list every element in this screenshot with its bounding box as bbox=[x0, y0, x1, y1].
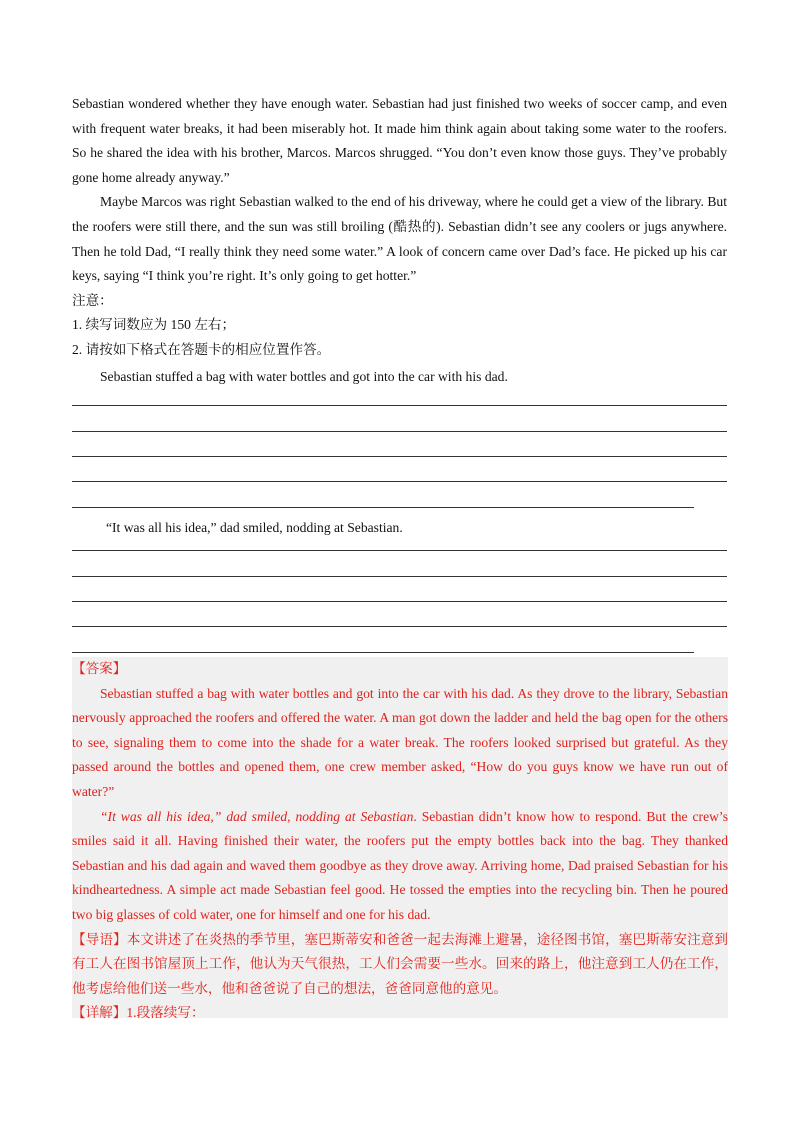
answer-paragraph-2-text: . Sebastian didn’t know how to respond. But the crew’s smiles said it all. Having finished their water, the roofers put the empty bottles back into the bag. They thanked Sebastian and his dad again and waved them goodbye as they drove away. Arriving home, Dad praised Sebastian for his kindheartedness. A simple act made Sebastian feel good. He tossed the empties into the recycling bin. Then he poured two big glasses of cold water, one for himself and one for his dad. bbox=[72, 808, 728, 922]
guide-paragraph bbox=[72, 928, 728, 1002]
writing-lines-1 bbox=[72, 389, 727, 508]
writing-line bbox=[72, 540, 727, 551]
answer-section bbox=[72, 657, 729, 1021]
writing-line bbox=[72, 577, 727, 602]
detail-label: 【详解】 bbox=[72, 1005, 127, 1021]
detail-text: 1.段落续写： bbox=[126, 1005, 205, 1021]
detail-paragraph bbox=[72, 1001, 728, 1026]
writing-line bbox=[72, 389, 727, 406]
writing-line bbox=[72, 602, 727, 627]
writing-line bbox=[72, 406, 727, 431]
writing-lines-2 bbox=[72, 540, 727, 653]
notes-heading: 注意： bbox=[72, 292, 113, 308]
guide-label: 【导语】 bbox=[72, 931, 127, 947]
answer-starter-italic: “It was all his idea,” dad smiled, nodding at Sebastian bbox=[100, 808, 414, 824]
writing-line bbox=[72, 551, 727, 576]
story-paragraph-2: Maybe Marcos was right Sebastian walked to the end of his driveway, where he could get a view of the library. But the roofers were still there, and the sun was still broiling (酷热的). Sebastian didn’t see any coolers or jugs anywhere. Then he told Dad, “I really think they need some water.” A look of concern came over Dad’s face. He picked up his car keys, saying “I think you’re right. It’s only going to get hotter.” bbox=[72, 194, 727, 284]
answer-label: 【答案】 bbox=[72, 661, 127, 676]
answer-paragraph-2 bbox=[72, 805, 728, 928]
note-item-1: 1. 续写词数应为 150 左右； bbox=[72, 317, 236, 333]
story-paragraph-1: Sebastian wondered whether they have enough water. Sebastian had just finished two weeks of soccer camp, and even with frequent water breaks, it had been miserably hot. It made him think again about taking some water to the roofers. So he shared the idea with his brother, Marcos. Marcos shrugged. “You don’t even know those guys. They’ve probably gone home already anyway.” bbox=[72, 96, 727, 185]
paragraph-starter-2: “It was all his idea,” dad smiled, nodding at Sebastian. bbox=[106, 519, 403, 535]
writing-line bbox=[72, 432, 727, 457]
question-section bbox=[72, 92, 727, 653]
paragraph-starter-1: Sebastian stuffed a bag with water bottles and got into the car with his dad. bbox=[100, 368, 508, 384]
note-item-2: 2. 请按如下格式在答题卡的相应位置作答。 bbox=[72, 341, 331, 357]
writing-line bbox=[72, 627, 694, 652]
answer-paragraph-1: Sebastian stuffed a bag with water bottles and got into the car with his dad. As they drove to the library, Sebastian nervously approached the roofers and offered the water. A man got down the ladder and held the bag open for the others to see, signaling them to come into the shade for a water break. The roofers looked surprised but grateful. As they passed around the bottles and opened them, one crew member asked, “How do you guys know we have run out of water?” bbox=[72, 685, 728, 799]
writing-line bbox=[72, 457, 727, 482]
guide-text: 本文讲述了在炎热的季节里，塞巴斯蒂安和爸爸一起去海滩上避暑，途径图书馆，塞巴斯蒂安注意到有工人在图书馆屋顶上工作，他认为天气很热，工人们会需要一些水。回来的路上，他注意到工人仍在工作，他考虑给他们送一些水，他和爸爸说了自己的想法，爸爸同意他的意见。 bbox=[72, 931, 729, 996]
writing-line bbox=[72, 482, 694, 507]
